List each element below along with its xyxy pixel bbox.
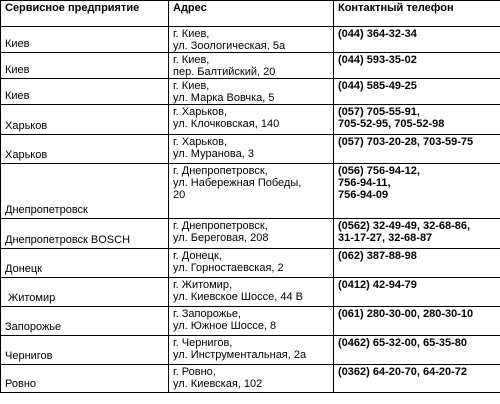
phone-line: (057) 705-55-91, — [338, 106, 420, 118]
address-line: ул. Клочковская, 140 — [173, 118, 280, 130]
table-row — [1, 79, 500, 105]
phone-line: 31-17-27, 32-68-87 — [338, 232, 433, 244]
service-city: Киев — [1, 53, 169, 79]
address-line: ул. Береговая, 208 — [173, 232, 269, 244]
service-address — [169, 307, 334, 336]
table-row — [1, 105, 500, 135]
service-address — [169, 219, 334, 249]
phone-line: 756-94-09 — [338, 189, 389, 201]
address-line: г. Киев, — [173, 80, 210, 92]
table-row — [1, 219, 500, 249]
table-row — [1, 307, 500, 336]
table-row — [1, 336, 500, 365]
service-city: Днепропетровск BOSCH — [1, 219, 169, 249]
service-phone — [334, 27, 500, 53]
header-phone: Контактный телефон — [334, 1, 500, 27]
service-city: Харьков — [1, 135, 169, 164]
service-phone — [334, 278, 500, 307]
address-line: ул. Южное Шоссе, 8 — [173, 320, 277, 332]
service-city: Днепропетровск — [1, 164, 169, 219]
service-phone — [334, 336, 500, 365]
service-address — [169, 53, 334, 79]
phone-line: (044) 364-32-34 — [338, 28, 417, 40]
table-row — [1, 164, 500, 219]
service-phone — [334, 164, 500, 219]
phone-line: (057) 703-20-28, 703-59-75 — [338, 136, 474, 148]
address-line: г. Днепропетровск, — [173, 165, 268, 177]
phone-line: (044) 593-35-02 — [338, 54, 417, 66]
service-city: Чернигов — [1, 336, 169, 365]
address-line: ул. Горностаевская, 2 — [173, 262, 284, 274]
service-phone — [334, 105, 500, 135]
service-city: Киев — [1, 27, 169, 53]
service-address — [169, 249, 334, 278]
service-phone — [334, 307, 500, 336]
service-phone — [334, 79, 500, 105]
service-city: Донецк — [1, 249, 169, 278]
table-row — [1, 53, 500, 79]
address-line: ул. Зоологическая, 5а — [173, 40, 286, 52]
address-line: г. Днепропетровск, — [173, 220, 268, 232]
phone-line: (0562) 32-49-49, 32-68-86, — [338, 220, 471, 232]
address-line: г. Харьков, — [173, 106, 228, 118]
header-row — [1, 1, 500, 27]
service-address — [169, 135, 334, 164]
address-line: г. Харьков, — [173, 136, 228, 148]
phone-line: (061) 280-30-00, 280-30-10 — [338, 308, 474, 320]
phone-line: 756-94-11, — [338, 177, 391, 189]
table-row — [1, 135, 500, 164]
phone-line: (056) 756-94-12, — [338, 165, 420, 177]
address-line: ул. Киевское Шоссе, 44 В — [173, 291, 303, 303]
address-line: ул. Инструментальная, 2а — [173, 349, 307, 361]
address-line: г. Чернигов, — [173, 337, 233, 349]
service-phone — [334, 219, 500, 249]
address-line: пер. Балтийский, 20 — [173, 66, 276, 78]
table-row — [1, 278, 500, 307]
table-row — [1, 365, 500, 393]
address-line: г. Запорожье, — [173, 308, 241, 320]
service-address — [169, 278, 334, 307]
service-address — [169, 27, 334, 53]
phone-line: (0462) 65-32-00, 65-35-80 — [338, 337, 468, 349]
service-phone — [334, 365, 500, 393]
address-line: г. Житомир, — [173, 279, 232, 291]
service-address — [169, 79, 334, 105]
service-phone — [334, 135, 500, 164]
phone-line: (062) 387-88-98 — [338, 250, 417, 262]
service-address — [169, 336, 334, 365]
service-city: Киев — [1, 79, 169, 105]
service-phone — [334, 53, 500, 79]
service-city: Запорожье — [1, 307, 169, 336]
address-line: г. Ровно, — [173, 366, 216, 378]
address-line: г. Киев, — [173, 28, 210, 40]
address-line: г. Донецк, — [173, 250, 222, 262]
address-line: 20 — [173, 189, 186, 201]
table-row — [1, 27, 500, 53]
phone-line: (0412) 42-94-79 — [338, 279, 417, 291]
service-city: Ровно — [1, 365, 169, 393]
address-line: ул. Киевская, 102 — [173, 378, 263, 390]
service-city: Харьков — [1, 105, 169, 135]
address-line: ул. Муранова, 3 — [173, 148, 254, 160]
table-row — [1, 249, 500, 278]
phone-line: (044) 585-49-25 — [338, 80, 417, 92]
address-line: ул. Набережная Победы, — [173, 177, 302, 189]
phone-line: (0362) 64-20-70, 64-20-72 — [338, 366, 468, 378]
address-line: ул. Марка Вовчка, 5 — [173, 92, 275, 104]
phone-line: 705-52-95, 705-52-98 — [338, 118, 445, 130]
header-address: Адрес — [169, 1, 334, 27]
service-phone — [334, 249, 500, 278]
service-city: Житомир — [1, 278, 169, 307]
service-address — [169, 164, 334, 219]
service-address — [169, 365, 334, 393]
address-line: г. Киев, — [173, 54, 210, 66]
service-address — [169, 105, 334, 135]
header-service: Сервисное предприятие — [1, 1, 169, 27]
